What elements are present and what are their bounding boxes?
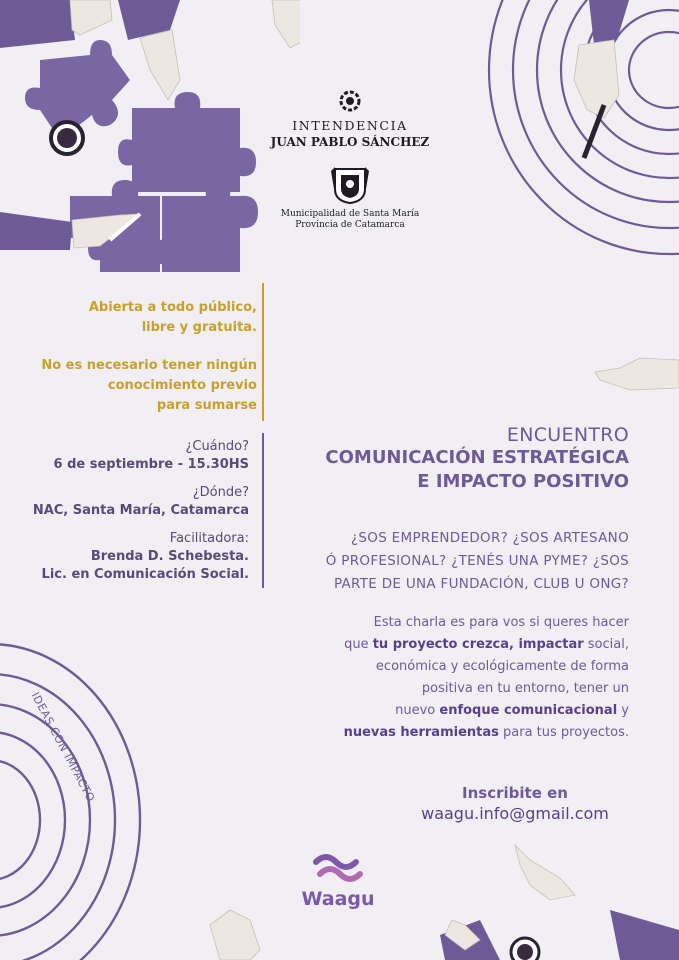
coat-of-arms-icon xyxy=(329,165,371,205)
waagu-wordmark: Waagu xyxy=(301,888,375,910)
facilitator-label: Facilitadora: xyxy=(169,531,249,546)
when-value: 6 de septiembre - 15.30HS xyxy=(53,457,249,472)
signup-email[interactable]: waagu.info@gmail.com xyxy=(421,804,609,823)
hand-right xyxy=(590,350,679,405)
when-label: ¿Cuándo? xyxy=(185,439,249,454)
event-title-line2: E IMPACTO POSITIVO xyxy=(417,471,629,492)
puzzle-illustration xyxy=(0,0,300,280)
audience-questions: ¿SOS EMPRENDEDOR? ¿SOS ARTESANO Ó PROFESIONAL? ¿TENÉS UNA PYME? ¿SOS PARTE DE UNA FUNDACIÓN, CLUB U ONG? xyxy=(325,530,629,592)
tagline: IDEAS CON IMPACTO xyxy=(28,690,98,805)
signup-info xyxy=(400,784,630,823)
sun-emblem-icon xyxy=(337,88,363,114)
event-kicker: ENCUENTRO xyxy=(506,424,629,446)
intendencia-name: JUAN PABLO SÁNCHEZ xyxy=(270,135,430,149)
event-description: Esta charla es para vos si queres hacer que tu proyecto crezca, impactar social, económica y ecológicamente de forma positiva en tu entorno, tener un nuevo enfoque comunicacional y nuevas herramientas para tus proyectos. xyxy=(343,615,629,740)
waagu-wave-icon xyxy=(312,852,364,886)
municipalidad-logo xyxy=(270,165,430,231)
intendencia-logo xyxy=(270,88,430,149)
access-free: Abierta a todo público, libre y gratuita. xyxy=(88,300,257,335)
where-label: ¿Dónde? xyxy=(192,485,249,500)
waagu-logo xyxy=(298,852,378,910)
municipalidad-province: Provincia de Catamarca xyxy=(295,220,405,230)
contour-lines-top xyxy=(439,0,679,270)
event-title-line1: COMUNICACIÓN ESTRATÉGICA xyxy=(325,447,629,468)
access-requirements: No es necesario tener ningún conocimiento previo para sumarse xyxy=(41,358,257,413)
where-value: NAC, Santa María, Catamarca xyxy=(32,503,249,518)
hands-bottom xyxy=(190,840,679,960)
event-title xyxy=(269,424,629,494)
facilitator-title: Lic. en Comunicación Social. xyxy=(41,567,249,582)
signup-label: Inscribite en xyxy=(462,784,568,802)
intendencia-label: INTENDENCIA xyxy=(292,118,408,133)
municipalidad-name: Municipalidad de Santa María xyxy=(280,209,420,219)
facilitator-name: Brenda D. Schebesta. xyxy=(90,549,249,564)
event-details xyxy=(20,438,249,584)
divider-gold xyxy=(262,283,264,421)
divider-purple xyxy=(262,433,264,588)
access-info xyxy=(20,298,257,434)
